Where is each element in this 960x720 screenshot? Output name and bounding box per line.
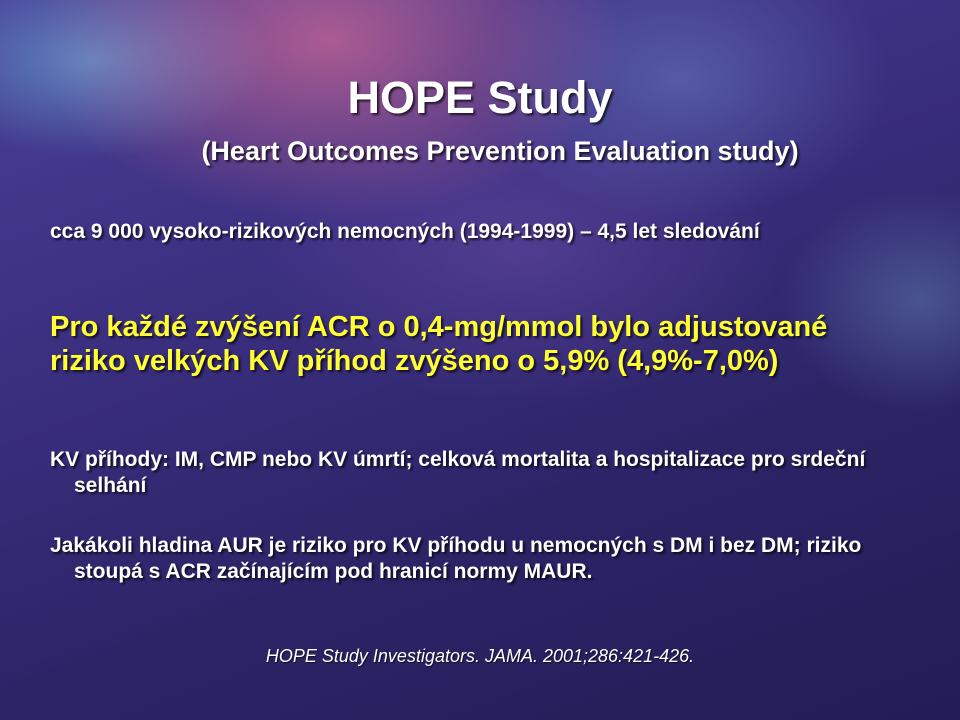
highlight-acr-risk: Pro každé zvýšení ACR o 0,4-mg/mmol bylo adjustované riziko velkých KV příhod zvýšeno o 5,9% (4,9%-7,0%) (50, 311, 828, 377)
bullet-study-population: cca 9 000 vysoko-rizikových nemocných (1994-1999) – 4,5 let sledování (50, 220, 760, 243)
slide-title: HOPE Study (347, 72, 613, 123)
slide-subtitle: (Heart Outcomes Prevention Evaluation study) (201, 136, 799, 166)
citation: HOPE Study Investigators. JAMA. 2001;286:421-426. (265, 646, 695, 666)
bullet-aur-risk: Jakákoli hladina AUR je riziko pro KV příhodu u nemocných s DM i bez DM; riziko stoupá s ACR začínajícím pod hranicí normy MAUR. (50, 534, 862, 583)
bullet-kv-events: KV příhody: IM, CMP nebo KV úmrtí; celková mortalita a hospitalizace pro srdeční selhání (50, 448, 866, 497)
